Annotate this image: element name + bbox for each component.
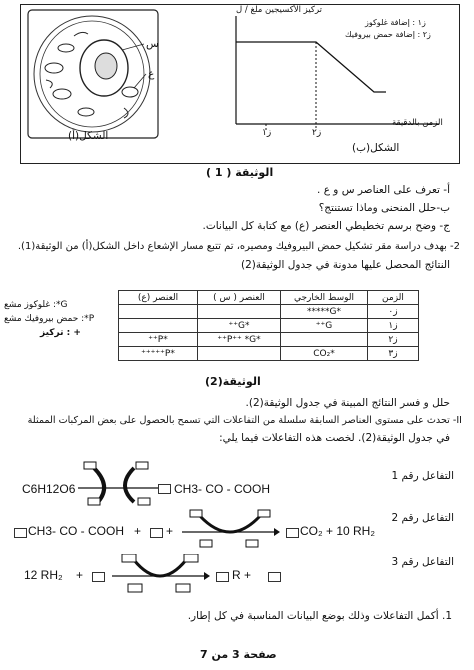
reaction-3-product: R + <box>232 568 252 582</box>
label-e: ع <box>148 68 155 80</box>
reaction-3-arrows <box>110 554 210 594</box>
reaction-2-reactant: CH3- CO - COOH <box>28 524 124 538</box>
reaction-2-plus-2: + <box>166 524 174 538</box>
reaction-2-label: التفاعل رقم 2 <box>391 512 454 524</box>
reaction-1-label: التفاعل رقم 1 <box>391 470 454 482</box>
table-row: ز٠ *G***** <box>119 305 419 319</box>
graph-xlabel: الزمن بالدقيقة <box>392 118 443 128</box>
reaction-2-blank-2[interactable] <box>150 528 163 538</box>
document-1-caption: الوثيقة ( 1 ) <box>206 166 274 179</box>
reaction-2-product: CO₂ + 10 RH₂ <box>300 524 376 538</box>
reaction-3-blank-1[interactable] <box>92 572 105 582</box>
question-2: 2- بهدف دراسة مقر تشكيل حمض البيروفيك ومصيره، تم تتبع مسار الإشعاع داخل الشكل(أ) من الوثيقة(1). <box>17 241 460 252</box>
graph-ylabel: تركيز الأكسيجين ملغ / ل <box>236 5 323 15</box>
table-header: الوسط الخارجي <box>281 291 368 305</box>
table-legend-g: G*: غلوكوز مشع <box>4 300 68 310</box>
reaction-2-blank-3[interactable] <box>286 528 299 538</box>
legend-pyruvate: ز٢ : إضافة حمض بيروفيك <box>345 30 431 39</box>
reaction-3-blank-3[interactable] <box>268 572 281 582</box>
table-header: العنصر (ع) <box>119 291 198 305</box>
table-row: ز٢ *P⁺⁺ *G⁺⁺ *P⁺⁺ <box>119 333 419 347</box>
table-row: ز٣ *CO₂ *P⁺⁺⁺⁺⁺ <box>119 347 419 361</box>
reaction-2-plus-1: + <box>134 524 142 538</box>
part-2-line-1: II- تحدث على مستوى العناصر السابقة سلسلة من التفاعلات التي تسمح بالحصول على بعض المركبات الممثلة <box>27 415 462 426</box>
question-2b: النتائج المحصل عليها مدونة في جدول الوثيقة(2) <box>240 259 450 271</box>
question-1a: أ- تعرف على العناصر س و ع . <box>317 184 450 196</box>
tick-t1: ز١ <box>262 128 272 138</box>
reaction-3-label: التفاعل رقم 3 <box>391 556 454 568</box>
reaction-1-arrows <box>76 460 166 506</box>
table-legend-plus: + : تركيز <box>40 328 81 338</box>
cell-diagram <box>26 8 186 148</box>
question-1c: ج- وضح برسم تخطيطي العنصر (ع) مع كتابة كل البيانات. <box>202 220 450 232</box>
table-header: العنصر ( س ) <box>198 291 281 305</box>
figure-b-label: الشكل(ب) <box>352 142 400 154</box>
analyze-question: حلل و فسر النتائج المبينة في جدول الوثيقة(2). <box>245 397 450 409</box>
reaction-3-plus: + <box>76 568 84 582</box>
label-s: س <box>146 38 159 50</box>
legend-glucose: ز١ : إضافة غلوكوز <box>365 18 426 27</box>
final-question: 1. أكمل التفاعلات وذلك بوضع البيانات المناسبة في كل إطار. <box>187 610 452 622</box>
reaction-3-blank-2[interactable] <box>216 572 229 582</box>
table-legend-p: P*: حمض بيروفيك مشع <box>4 314 95 324</box>
results-table <box>118 290 419 361</box>
tick-t2: ز٢ <box>312 128 322 138</box>
question-1b: ب-حلل المنحنى وماذا تستنتج؟ <box>318 202 450 214</box>
figure-a-label: الشكل(أ) <box>68 130 109 142</box>
reaction-1-reactant: C6H12O6 <box>22 482 76 496</box>
part-2-line-2: في جدول الوثيقة(2). لخصت هذه التفاعلات فيما يلي: <box>219 432 450 444</box>
reaction-2-arrows <box>180 508 280 548</box>
reaction-3-reactant: 12 RH₂ <box>24 568 63 582</box>
reaction-1-product: CH3- CO - COOH <box>174 482 270 496</box>
page-number: صفحة 3 من 7 <box>200 648 277 661</box>
table-header: الزمن <box>368 291 419 305</box>
reaction-2-blank-1[interactable] <box>14 528 27 538</box>
document-2-caption: الوثيقة(2) <box>205 375 261 388</box>
reaction-1-blank[interactable] <box>158 484 171 494</box>
table-row: ز١ G⁺⁺ *G⁺⁺ <box>119 319 419 333</box>
